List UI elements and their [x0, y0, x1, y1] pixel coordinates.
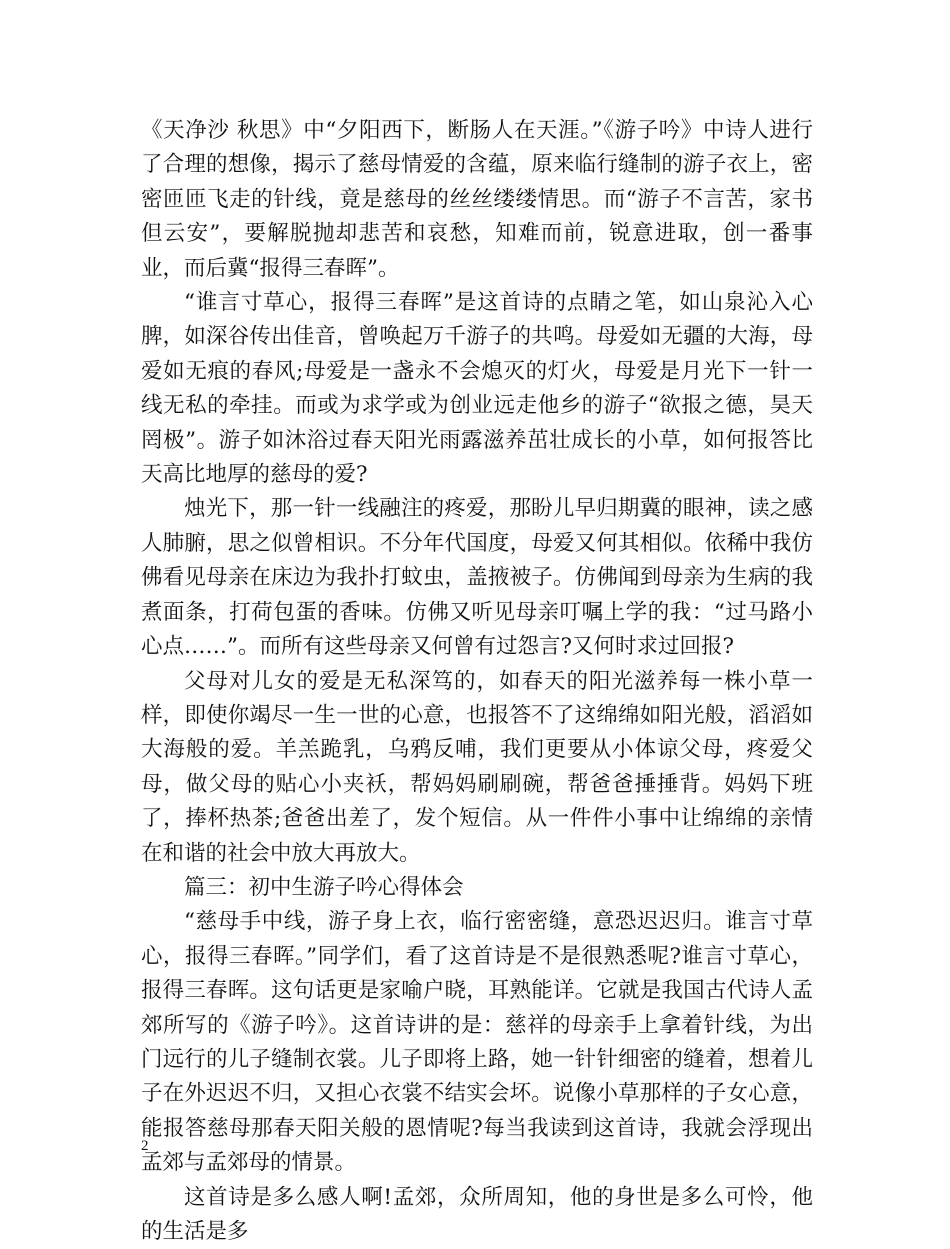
- paragraph-4: 父母对儿女的爱是无私深笃的，如春天的阳光滋养每一株小草一样，即使你竭尽一生一世的心意，也报答不了这绵绵如阳光般，滔滔如大海般的爱。羊羔跪乳，乌鸦反哺，我们更要从小体谅父母，疼爱父母，做父母的贴心小夹袄，帮妈妈刷刷碗，帮爸爸捶捶背。妈妈下班了，捧杯热茶;爸爸出差了，发个短信。从一件件小事中让绵绵的亲情在和谐的社会中放大再放大。: [141, 668, 813, 866]
- paragraph-6: 这首诗是多么感人啊!孟郊，众所周知，他的身世是多么可怜，他的生活是多: [141, 1184, 813, 1244]
- paragraph-5: “慈母手中线，游子身上衣，临行密密缝，意恐迟迟归。谁言寸草心，报得三春晖。”同学们，看了这首诗是不是很熟悉呢?谁言寸草心，报得三春晖。这句话更是家喻户晓，耳熟能详。它就是我国古代诗人孟郊所写的《游子吟》。这首诗讲的是：慈祥的母亲手上拿着针线，为出门远行的儿子缝制衣裳。儿子即将上路，她一针针细密的缝着，想着儿子在外迟迟不归，又担心衣裳不结实会坏。说像小草那样的子女心意，能报答慈母那春天阳关般的恩情呢?每当我读到这首诗，我就会浮现出孟郊与孟郊母的情景。: [141, 909, 813, 1176]
- page-number: 2: [141, 1138, 149, 1154]
- paragraph-3: 烛光下，那一针一线融注的疼爱，那盼儿早归期冀的眼神，读之感人肺腑，思之似曾相识。不分年代国度，母爱又何其相似。依稀中我仿佛看见母亲在床边为我扑打蚊虫，盖掖被子。仿佛闻到母亲为生病的我煮面条，打荷包蛋的香味。仿佛又听见母亲叮嘱上学的我：“过马路小心点……”。而所有这些母亲又何曾有过怨言?又何时求过回报?: [141, 496, 813, 660]
- paragraph-1: 《天净沙 秋思》中“夕阳西下，断肠人在天涯。”《游子吟》中诗人进行了合理的想像，揭示了慈母情爱的含蕴，原来临行缝制的游子衣上，密密匝匝飞走的针线，竟是慈母的丝丝缕缕情思。而“游子不言苦，家书但云安”，要解脱抛却悲苦和哀愁，知难而前，锐意进取，创一番事业，而后冀“报得三春晖”。: [141, 118, 813, 281]
- body-text: [141, 114, 813, 1249]
- paragraph-2: “谁言寸草心，报得三春晖”是这首诗的点睛之笔，如山泉沁入心脾，如深谷传出佳音，曾唤起万千游子的共鸣。母爱如无疆的大海，母爱如无痕的春风;母爱是一盏永不会熄灭的灯火，母爱是月光下一针一线无私的牵挂。而或为求学或为创业远走他乡的游子“欲报之德，昊天罔极”。游子如沐浴过春天阳光雨露滋养茁壮成长的小草，如何报答比天高比地厚的慈母的爱?: [141, 290, 813, 488]
- section-heading: 篇三：初中生游子吟心得体会: [184, 874, 464, 900]
